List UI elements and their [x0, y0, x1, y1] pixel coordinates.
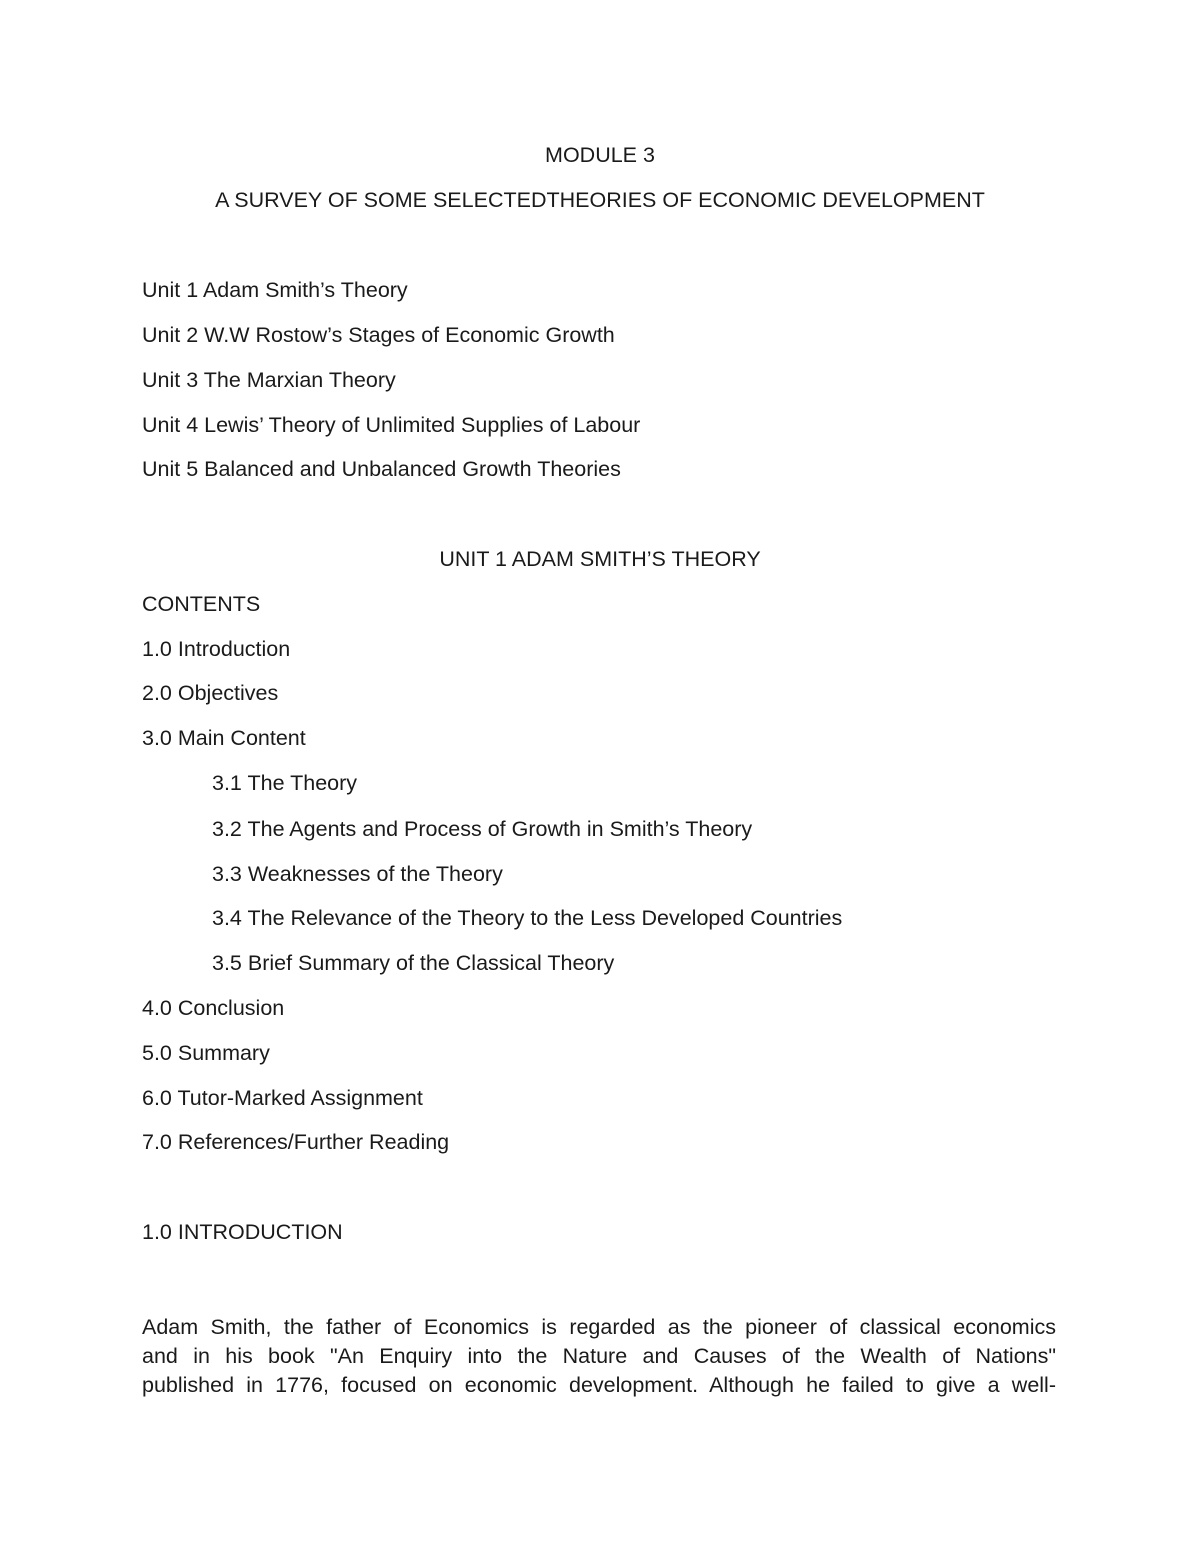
contents-subitem: 3.1 The Theory [212, 771, 358, 795]
contents-item: 5.0 Summary [142, 1041, 270, 1065]
contents-item: 6.0 Tutor-Marked Assignment [142, 1086, 423, 1110]
contents-subitem: 3.4 The Relevance of the Theory to the Less Developed Countries [212, 906, 843, 930]
contents-item: 3.0 Main Content [142, 726, 306, 750]
unit-list-item: Unit 2 W.W Rostow’s Stages of Economic Growth [142, 323, 615, 347]
contents-item: 4.0 Conclusion [142, 996, 285, 1020]
paragraph-line: Adam Smith, the father of Economics is regarded as the pioneer of classical economics [142, 1315, 1056, 1339]
contents-subitem: 3.5 Brief Summary of the Classical Theory [212, 951, 615, 975]
module-label: MODULE 3 [545, 143, 655, 167]
unit-list-item: Unit 5 Balanced and Unbalanced Growth Theories [142, 457, 621, 481]
paragraph-line: published in 1776, focused on economic development. Although he failed to give a well- [142, 1373, 1056, 1397]
contents-item: 7.0 References/Further Reading [142, 1130, 450, 1154]
introduction-paragraph [142, 1313, 1056, 1400]
contents-label: CONTENTS [142, 592, 261, 616]
unit-list-item: Unit 4 Lewis’ Theory of Unlimited Supplies of Labour [142, 413, 641, 437]
contents-subitem: 3.2 The Agents and Process of Growth in Smith’s Theory [212, 817, 753, 841]
paragraph-line: and in his book "An Enquiry into the Nature and Causes of the Wealth of Nations" [142, 1344, 1056, 1368]
unit-heading: UNIT 1 ADAM SMITH’S THEORY [439, 547, 761, 571]
contents-subitem: 3.3 Weaknesses of the Theory [212, 862, 503, 886]
unit-list-item: Unit 3 The Marxian Theory [142, 368, 396, 392]
section-heading: 1.0 INTRODUCTION [142, 1220, 343, 1244]
module-title: A SURVEY OF SOME SELECTEDTHEORIES OF ECONOMIC DEVELOPMENT [215, 188, 985, 212]
contents-item: 2.0 Objectives [142, 681, 279, 705]
unit-list-item: Unit 1 Adam Smith’s Theory [142, 278, 408, 302]
contents-item: 1.0 Introduction [142, 637, 291, 661]
